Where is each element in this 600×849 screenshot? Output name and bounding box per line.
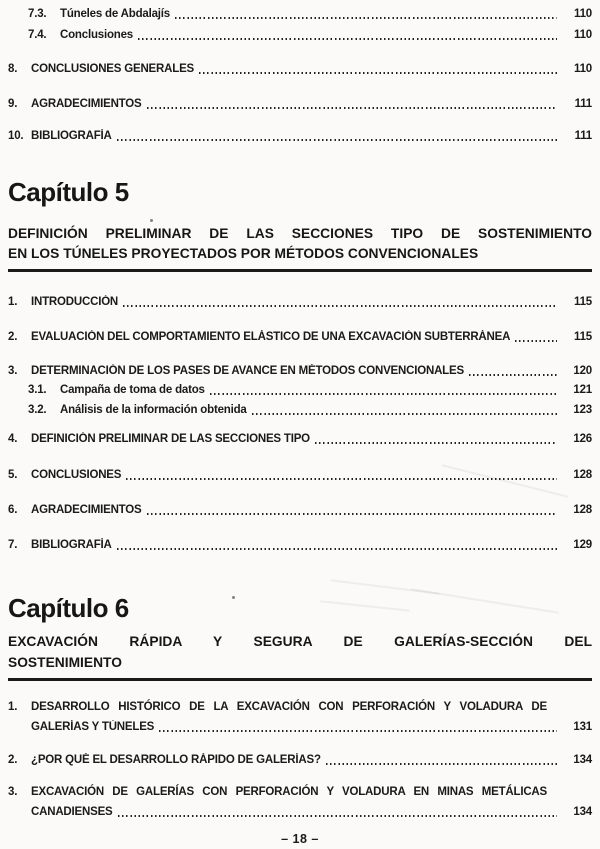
chapter5-heading-line2: EN LOS TÚNELES PROYECTADOS POR MÉTODOS CONVENCIONALES — [8, 246, 479, 261]
dot-leader — [159, 730, 557, 732]
dot-leader — [469, 374, 557, 376]
toc-entry-page: 126 — [573, 433, 592, 445]
toc-entry-label: Conclusiones — [60, 29, 134, 41]
toc-entry-number: 4. — [8, 433, 18, 445]
toc-entry — [8, 538, 592, 553]
dot-leader — [199, 72, 557, 74]
toc-entry — [8, 295, 592, 310]
chapter5-heading-line1: DEFINICIÓN PRELIMINAR DE LAS SECCIONES TIPO DE SOSTENIMIENTO — [8, 226, 592, 241]
toc-entry-number: 1. — [8, 701, 18, 713]
chapter5-title: Capítulo 5 — [8, 177, 129, 207]
dot-leader — [315, 442, 557, 444]
dot-leader — [147, 107, 557, 109]
dot-leader — [123, 305, 557, 307]
toc-entry — [8, 129, 592, 144]
toc-entry-label-line1: DESARROLLO HISTÓRICO DE LA EXCAVACIÓN CON PERFORACIÓN Y VOLADURA DE — [31, 701, 547, 713]
toc-entry — [8, 432, 592, 447]
toc-entry-page: 111 — [574, 130, 592, 142]
toc-entry-label: ¿POR QUÉ EL DESARROLLO RÁPIDO DE GALERÍAS? — [31, 754, 321, 766]
toc-entry — [8, 753, 592, 768]
toc-entry — [8, 62, 592, 77]
toc-entry — [8, 28, 592, 43]
dot-leader — [147, 513, 557, 515]
chapter6-heading-line1: EXCAVACIÓN RÁPIDA Y SEGURA DE GALERÍAS-SECCIÓN DEL — [8, 634, 592, 649]
toc-entry-label: AGRADECIMIENTOS — [31, 504, 142, 516]
dot-leader — [117, 548, 557, 550]
chapter6-heading-line2: SOSTENIMIENTO — [8, 655, 122, 670]
toc-entry-page: 121 — [573, 384, 592, 396]
dot-leader — [326, 763, 557, 765]
toc-entry-page: 115 — [574, 331, 592, 343]
toc-entry-number: 7.4. — [28, 29, 47, 41]
toc-entry-number: 8. — [8, 63, 18, 75]
chapter6-heading — [8, 631, 592, 681]
dot-leader — [175, 17, 557, 19]
toc-previous-chapter — [8, 7, 592, 144]
toc-entry — [8, 700, 592, 735]
toc-entry-number: 3. — [8, 365, 18, 377]
toc-entry-label: BIBLIOGRAFÍA — [31, 539, 112, 551]
toc-entry-number: 9. — [8, 98, 18, 110]
toc-entry-label: Análisis de la información obtenida — [60, 404, 247, 416]
dot-leader — [138, 38, 557, 40]
toc-chapter6 — [8, 700, 592, 820]
toc-entry-number: 7.3. — [28, 8, 47, 20]
toc-entry — [8, 785, 592, 820]
toc-entry-label-line2: GALERÍAS Y TÚNELES — [31, 721, 155, 733]
toc-chapter5 — [8, 295, 592, 553]
toc-entry-number: 2. — [8, 331, 18, 343]
toc-entry-page: 123 — [573, 404, 592, 416]
toc-entry-label: INTRODUCCIÓN — [31, 296, 119, 308]
toc-entry-label: Túneles de Abdalajís — [60, 8, 170, 20]
toc-entry-label: EVALUACIÓN DEL COMPORTAMIENTO ELÁSTICO DE UNA EXCAVACIÓN SUBTERRÁNEA — [31, 331, 511, 343]
toc-entry-label: BIBLIOGRAFÍA — [31, 130, 112, 142]
toc-entry-label: CONCLUSIONES — [31, 469, 122, 481]
toc-entry-number: 2. — [8, 754, 18, 766]
toc-entry — [8, 7, 592, 22]
toc-entry-page: 111 — [574, 98, 592, 110]
toc-entry — [8, 403, 592, 418]
toc-entry-label: AGRADECIMIENTOS — [31, 98, 142, 110]
toc-entry-page: 115 — [574, 296, 592, 308]
dot-leader — [210, 393, 557, 395]
toc-entry — [8, 330, 592, 345]
toc-entry-number: 5. — [8, 469, 18, 481]
toc-entry — [8, 364, 592, 379]
dot-leader — [118, 815, 557, 817]
toc-entry-number: 1. — [8, 296, 18, 308]
toc-entry-number: 7. — [8, 539, 18, 551]
toc-entry-page: 110 — [574, 8, 592, 20]
toc-entry-page: 134 — [573, 754, 592, 766]
toc-entry-number: 6. — [8, 504, 18, 516]
toc-entry — [8, 503, 592, 518]
toc-entry-label: DETERMINACIÓN DE LOS PASES DE AVANCE EN MÉTODOS CONVENCIONALES — [31, 365, 464, 377]
toc-entry-label-line2: CANADIENSES — [31, 806, 113, 818]
scan-speck — [232, 596, 235, 599]
toc-entry-page: 129 — [573, 539, 592, 551]
toc-entry-page: 134 — [573, 806, 592, 818]
toc-entry-number: 3.2. — [28, 404, 47, 416]
toc-entry-number: 3. — [8, 786, 18, 798]
toc-entry-page: 110 — [574, 29, 592, 41]
toc-entry-page: 110 — [574, 63, 592, 75]
chapter5-heading — [8, 224, 592, 272]
toc-entry-label: Campaña de toma de datos — [60, 384, 205, 396]
toc-entry-label-line1: EXCAVACIÓN DE GALERÍAS CON PERFORACIÓN Y VOLADURA EN MINAS METÁLICAS — [31, 786, 547, 798]
toc-entry — [8, 97, 592, 112]
toc-entry-page: 128 — [573, 469, 592, 481]
toc-entry — [8, 383, 592, 398]
toc-entry-page: 128 — [573, 504, 592, 516]
dot-leader — [117, 139, 557, 141]
chapter6-title: Capítulo 6 — [8, 593, 129, 623]
toc-entry-page: 131 — [573, 721, 592, 733]
toc-entry-number: 10. — [8, 130, 24, 142]
toc-entry-page: 120 — [573, 365, 592, 377]
dot-leader — [515, 340, 557, 342]
dot-leader — [252, 413, 557, 415]
toc-entry-label: DEFINICIÓN PRELIMINAR DE LAS SECCIONES TIPO — [31, 433, 310, 445]
toc-entry-number: 3.1. — [28, 384, 47, 396]
scan-speck — [150, 219, 153, 222]
toc-entry-label: CONCLUSIONES GENERALES — [31, 63, 195, 75]
page-number-footer: – 18 – — [281, 832, 319, 846]
